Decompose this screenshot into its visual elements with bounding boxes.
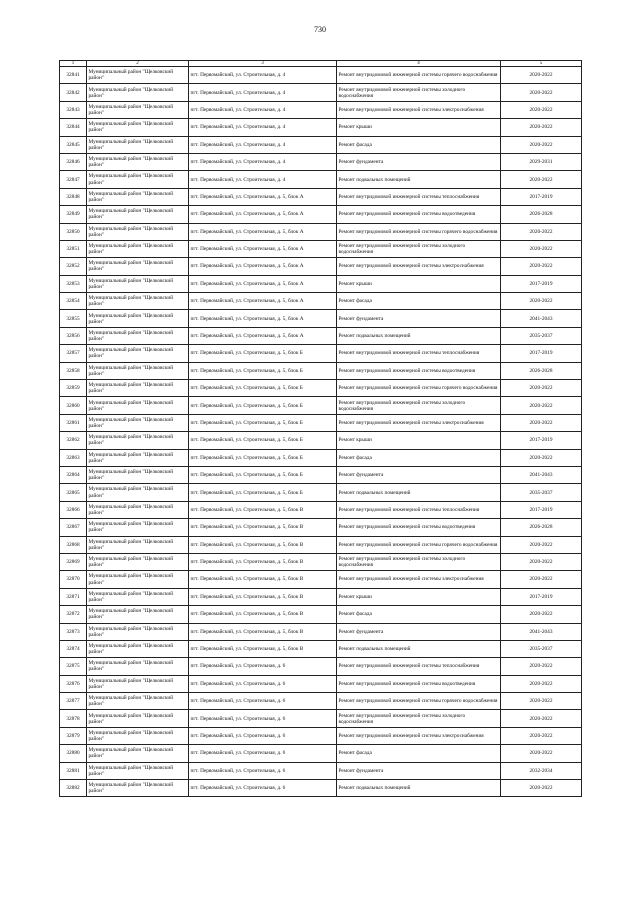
address-cell: пгт. Первомайский, ул. Строительная, д. 5, блок А [189, 258, 337, 275]
period-cell: 2032-2034 [501, 762, 582, 779]
repair-schedule-table [59, 60, 582, 797]
address-cell: пгт. Первомайский, ул. Строительная, д. 4 [189, 119, 337, 136]
page-number: 730 [314, 25, 326, 34]
address-cell: пгт. Первомайский, ул. Строительная, д. 6 [189, 693, 337, 710]
period-cell: 2020-2022 [501, 136, 582, 153]
table-row [60, 223, 582, 240]
row-number-cell: 32879 [60, 727, 87, 744]
row-number-cell: 32850 [60, 223, 87, 240]
row-number-cell: 32865 [60, 484, 87, 501]
table-row [60, 675, 582, 692]
work-type-cell: Ремонт внутридомовой инженерной системы водоотведения [337, 675, 501, 692]
address-cell: пгт. Первомайский, ул. Строительная, д. 6 [189, 780, 337, 797]
table-row [60, 293, 582, 310]
address-cell: пгт. Первомайский, ул. Строительная, д. 5, блок В [189, 553, 337, 570]
table-row [60, 380, 582, 397]
municipality-cell: Муниципальный район "Щелковский район" [87, 275, 189, 292]
table-row [60, 745, 582, 762]
municipality-cell: Муниципальный район "Щелковский район" [87, 240, 189, 257]
period-cell: 2020-2022 [501, 693, 582, 710]
table-row [60, 780, 582, 797]
table-row [60, 240, 582, 257]
municipality-cell: Муниципальный район "Щелковский район" [87, 536, 189, 553]
work-type-cell: Ремонт крыши [337, 275, 501, 292]
work-type-cell: Ремонт подвальных помещений [337, 640, 501, 657]
period-cell: 2029-2031 [501, 153, 582, 170]
work-type-cell: Ремонт внутридомовой инженерной системы теплоснабжения [337, 345, 501, 362]
address-cell: пгт. Первомайский, ул. Строительная, д. 5, блок А [189, 223, 337, 240]
table-row [60, 693, 582, 710]
period-cell: 2020-2022 [501, 553, 582, 570]
period-cell: 2041-2043 [501, 466, 582, 483]
row-number-cell: 32856 [60, 327, 87, 344]
work-type-cell: Ремонт внутридомовой инженерной системы водоотведения [337, 206, 501, 223]
municipality-cell: Муниципальный район "Щелковский район" [87, 780, 189, 797]
row-number-cell: 32848 [60, 188, 87, 205]
municipality-cell: Муниципальный район "Щелковский район" [87, 466, 189, 483]
table-row [60, 345, 582, 362]
municipality-cell: Муниципальный район "Щелковский район" [87, 762, 189, 779]
municipality-cell: Муниципальный район "Щелковский район" [87, 432, 189, 449]
municipality-cell: Муниципальный район "Щелковский район" [87, 397, 189, 414]
table-row [60, 101, 582, 118]
address-cell: пгт. Первомайский, ул. Строительная, д. 6 [189, 727, 337, 744]
row-number-cell: 32845 [60, 136, 87, 153]
municipality-cell: Муниципальный район "Щелковский район" [87, 414, 189, 431]
address-cell: пгт. Первомайский, ул. Строительная, д. 4 [189, 101, 337, 118]
period-cell: 2035-2037 [501, 327, 582, 344]
row-number-cell: 32844 [60, 119, 87, 136]
work-type-cell: Ремонт внутридомовой инженерной системы холодного водоснабжения [337, 240, 501, 257]
row-number-cell: 32857 [60, 345, 87, 362]
period-cell: 2020-2022 [501, 710, 582, 727]
table-row [60, 571, 582, 588]
address-cell: пгт. Первомайский, ул. Строительная, д. 5, блок В [189, 571, 337, 588]
address-cell: пгт. Первомайский, ул. Строительная, д. 5, блок В [189, 536, 337, 553]
address-cell: пгт. Первомайский, ул. Строительная, д. 6 [189, 745, 337, 762]
period-cell: 2017-2019 [501, 345, 582, 362]
table-row [60, 762, 582, 779]
period-cell: 2020-2022 [501, 606, 582, 623]
work-type-cell: Ремонт крыши [337, 119, 501, 136]
table-row [60, 397, 582, 414]
work-type-cell: Ремонт подвальных помещений [337, 780, 501, 797]
work-type-cell: Ремонт фасада [337, 136, 501, 153]
address-cell: пгт. Первомайский, ул. Строительная, д. 5, блок Б [189, 432, 337, 449]
table-row [60, 414, 582, 431]
work-type-cell: Ремонт внутридомовой инженерной системы электроснабжения [337, 571, 501, 588]
work-type-cell: Ремонт внутридомовой инженерной системы электроснабжения [337, 727, 501, 744]
work-type-cell: Ремонт внутридомовой инженерной системы холодного водоснабжения [337, 84, 501, 101]
period-cell: 2020-2022 [501, 727, 582, 744]
work-type-cell: Ремонт фасада [337, 449, 501, 466]
row-number-cell: 32859 [60, 380, 87, 397]
table-row [60, 275, 582, 292]
work-type-cell: Ремонт крыши [337, 432, 501, 449]
period-cell: 2020-2022 [501, 258, 582, 275]
address-cell: пгт. Первомайский, ул. Строительная, д. 6 [189, 675, 337, 692]
row-number-cell: 32852 [60, 258, 87, 275]
municipality-cell: Муниципальный район "Щелковский район" [87, 310, 189, 327]
period-cell: 2020-2022 [501, 397, 582, 414]
address-cell: пгт. Первомайский, ул. Строительная, д. 5, блок А [189, 275, 337, 292]
row-number-cell: 32858 [60, 362, 87, 379]
period-cell: 2020-2022 [501, 675, 582, 692]
period-cell: 2020-2022 [501, 171, 582, 188]
address-cell: пгт. Первомайский, ул. Строительная, д. 5, блок А [189, 327, 337, 344]
table-row [60, 310, 582, 327]
municipality-cell: Муниципальный район "Щелковский район" [87, 588, 189, 605]
period-cell: 2020-2022 [501, 745, 582, 762]
row-number-cell: 32872 [60, 606, 87, 623]
address-cell: пгт. Первомайский, ул. Строительная, д. 5, блок Б [189, 345, 337, 362]
work-type-cell: Ремонт внутридомовой инженерной системы холодного водоснабжения [337, 710, 501, 727]
work-type-cell: Ремонт внутридомовой инженерной системы горячего водоснабжения [337, 536, 501, 553]
row-number-cell: 32882 [60, 780, 87, 797]
row-number-cell: 32862 [60, 432, 87, 449]
municipality-cell: Муниципальный район "Щелковский район" [87, 658, 189, 675]
work-type-cell: Ремонт крыши [337, 588, 501, 605]
period-cell: 2020-2022 [501, 101, 582, 118]
row-number-cell: 32853 [60, 275, 87, 292]
address-cell: пгт. Первомайский, ул. Строительная, д. 4 [189, 136, 337, 153]
period-cell: 2041-2043 [501, 623, 582, 640]
period-cell: 2017-2019 [501, 501, 582, 518]
municipality-cell: Муниципальный район "Щелковский район" [87, 484, 189, 501]
work-type-cell: Ремонт внутридомовой инженерной системы холодного водоснабжения [337, 397, 501, 414]
table-row [60, 519, 582, 536]
work-type-cell: Ремонт внутридомовой инженерной системы горячего водоснабжения [337, 693, 501, 710]
municipality-cell: Муниципальный район "Щелковский район" [87, 519, 189, 536]
municipality-cell: Муниципальный район "Щелковский район" [87, 571, 189, 588]
municipality-cell: Муниципальный район "Щелковский район" [87, 675, 189, 692]
row-number-cell: 32868 [60, 536, 87, 553]
work-type-cell: Ремонт фундамента [337, 153, 501, 170]
table-body [60, 67, 582, 797]
municipality-cell: Муниципальный район "Щелковский район" [87, 727, 189, 744]
period-cell: 2020-2022 [501, 119, 582, 136]
table-row [60, 727, 582, 744]
work-type-cell: Ремонт фасада [337, 606, 501, 623]
row-number-cell: 32847 [60, 171, 87, 188]
municipality-cell: Муниципальный район "Щелковский район" [87, 293, 189, 310]
address-cell: пгт. Первомайский, ул. Строительная, д. 5, блок Б [189, 380, 337, 397]
column-header: 5 [501, 61, 582, 67]
row-number-cell: 32863 [60, 449, 87, 466]
municipality-cell: Муниципальный район "Щелковский район" [87, 693, 189, 710]
address-cell: пгт. Первомайский, ул. Строительная, д. 4 [189, 171, 337, 188]
row-number-cell: 32860 [60, 397, 87, 414]
period-cell: 2017-2019 [501, 588, 582, 605]
work-type-cell: Ремонт внутридомовой инженерной системы водоотведения [337, 362, 501, 379]
work-type-cell: Ремонт фасада [337, 745, 501, 762]
period-cell: 2020-2022 [501, 780, 582, 797]
column-header: 4 [337, 61, 501, 67]
address-cell: пгт. Первомайский, ул. Строительная, д. 5, блок В [189, 623, 337, 640]
address-cell: пгт. Первомайский, ул. Строительная, д. 4 [189, 84, 337, 101]
row-number-cell: 32851 [60, 240, 87, 257]
table-row [60, 466, 582, 483]
table-row [60, 484, 582, 501]
work-type-cell: Ремонт внутридомовой инженерной системы холодного водоснабжения [337, 553, 501, 570]
address-cell: пгт. Первомайский, ул. Строительная, д. 4 [189, 67, 337, 84]
row-number-cell: 32843 [60, 101, 87, 118]
table-row [60, 432, 582, 449]
work-type-cell: Ремонт внутридомовой инженерной системы теплоснабжения [337, 658, 501, 675]
municipality-cell: Муниципальный район "Щелковский район" [87, 258, 189, 275]
address-cell: пгт. Первомайский, ул. Строительная, д. 5, блок А [189, 206, 337, 223]
address-cell: пгт. Первомайский, ул. Строительная, д. 5, блок В [189, 501, 337, 518]
row-number-cell: 32870 [60, 571, 87, 588]
row-number-cell: 32849 [60, 206, 87, 223]
row-number-cell: 32842 [60, 84, 87, 101]
table-row [60, 553, 582, 570]
period-cell: 2020-2022 [501, 240, 582, 257]
table-row [60, 710, 582, 727]
table-row [60, 588, 582, 605]
work-type-cell: Ремонт подвальных помещений [337, 171, 501, 188]
address-cell: пгт. Первомайский, ул. Строительная, д. 6 [189, 658, 337, 675]
municipality-cell: Муниципальный район "Щелковский район" [87, 449, 189, 466]
work-type-cell: Ремонт внутридомовой инженерной системы горячего водоснабжения [337, 380, 501, 397]
municipality-cell: Муниципальный район "Щелковский район" [87, 206, 189, 223]
table-row [60, 258, 582, 275]
municipality-cell: Муниципальный район "Щелковский район" [87, 553, 189, 570]
row-number-cell: 32846 [60, 153, 87, 170]
column-header: 1 [60, 61, 87, 67]
row-number-cell: 32841 [60, 67, 87, 84]
municipality-cell: Муниципальный район "Щелковский район" [87, 119, 189, 136]
work-type-cell: Ремонт фундамента [337, 623, 501, 640]
table-row [60, 67, 582, 84]
work-type-cell: Ремонт фундамента [337, 310, 501, 327]
work-type-cell: Ремонт внутридомовой инженерной системы электроснабжения [337, 414, 501, 431]
period-cell: 2020-2022 [501, 571, 582, 588]
period-cell: 2020-2022 [501, 223, 582, 240]
address-cell: пгт. Первомайский, ул. Строительная, д. 5, блок В [189, 519, 337, 536]
work-type-cell: Ремонт фасада [337, 293, 501, 310]
row-number-cell: 32876 [60, 675, 87, 692]
period-cell: 2026-2028 [501, 206, 582, 223]
work-type-cell: Ремонт подвальных помещений [337, 327, 501, 344]
period-cell: 2020-2022 [501, 293, 582, 310]
period-cell: 2017-2019 [501, 432, 582, 449]
table-row [60, 658, 582, 675]
table-row [60, 188, 582, 205]
table-row [60, 84, 582, 101]
table-row [60, 171, 582, 188]
table-row [60, 206, 582, 223]
work-type-cell: Ремонт фундамента [337, 466, 501, 483]
address-cell: пгт. Первомайский, ул. Строительная, д. 5, блок Б [189, 414, 337, 431]
table-row [60, 136, 582, 153]
work-type-cell: Ремонт фундамента [337, 762, 501, 779]
row-number-cell: 32878 [60, 710, 87, 727]
period-cell: 2020-2022 [501, 658, 582, 675]
work-type-cell: Ремонт внутридомовой инженерной системы горячего водоснабжения [337, 67, 501, 84]
municipality-cell: Муниципальный район "Щелковский район" [87, 380, 189, 397]
municipality-cell: Муниципальный район "Щелковский район" [87, 623, 189, 640]
column-header: 3 [189, 61, 337, 67]
address-cell: пгт. Первомайский, ул. Строительная, д. 4 [189, 153, 337, 170]
table-row [60, 449, 582, 466]
municipality-cell: Муниципальный район "Щелковский район" [87, 345, 189, 362]
table-row [60, 536, 582, 553]
row-number-cell: 32867 [60, 519, 87, 536]
table-row [60, 640, 582, 657]
address-cell: пгт. Первомайский, ул. Строительная, д. 5, блок Б [189, 484, 337, 501]
column-header: 2 [87, 61, 189, 67]
address-cell: пгт. Первомайский, ул. Строительная, д. 5, блок Б [189, 362, 337, 379]
table-row [60, 623, 582, 640]
address-cell: пгт. Первомайский, ул. Строительная, д. 5, блок Б [189, 466, 337, 483]
period-cell: 2041-2043 [501, 310, 582, 327]
municipality-cell: Муниципальный район "Щелковский район" [87, 171, 189, 188]
municipality-cell: Муниципальный район "Щелковский район" [87, 362, 189, 379]
table-row [60, 327, 582, 344]
address-cell: пгт. Первомайский, ул. Строительная, д. 5, блок Б [189, 449, 337, 466]
period-cell: 2020-2022 [501, 67, 582, 84]
table-row [60, 501, 582, 518]
municipality-cell: Муниципальный район "Щелковский район" [87, 606, 189, 623]
municipality-cell: Муниципальный район "Щелковский район" [87, 153, 189, 170]
row-number-cell: 32881 [60, 762, 87, 779]
work-type-cell: Ремонт внутридомовой инженерной системы электроснабжения [337, 258, 501, 275]
table-row [60, 119, 582, 136]
municipality-cell: Муниципальный район "Щелковский район" [87, 136, 189, 153]
municipality-cell: Муниципальный район "Щелковский район" [87, 640, 189, 657]
period-cell: 2035-2037 [501, 484, 582, 501]
work-type-cell: Ремонт внутридомовой инженерной системы теплоснабжения [337, 188, 501, 205]
period-cell: 2017-2019 [501, 275, 582, 292]
work-type-cell: Ремонт внутридомовой инженерной системы горячего водоснабжения [337, 223, 501, 240]
row-number-cell: 32877 [60, 693, 87, 710]
table-row [60, 153, 582, 170]
period-cell: 2020-2022 [501, 380, 582, 397]
municipality-cell: Муниципальный район "Щелковский район" [87, 188, 189, 205]
address-cell: пгт. Первомайский, ул. Строительная, д. 5, блок А [189, 240, 337, 257]
row-number-cell: 32861 [60, 414, 87, 431]
row-number-cell: 32875 [60, 658, 87, 675]
row-number-cell: 32854 [60, 293, 87, 310]
work-type-cell: Ремонт внутридомовой инженерной системы водоотведения [337, 519, 501, 536]
table-row [60, 606, 582, 623]
municipality-cell: Муниципальный район "Щелковский район" [87, 84, 189, 101]
row-number-cell: 32866 [60, 501, 87, 518]
period-cell: 2026-2028 [501, 519, 582, 536]
period-cell: 2020-2022 [501, 449, 582, 466]
table-row [60, 362, 582, 379]
row-number-cell: 32869 [60, 553, 87, 570]
municipality-cell: Муниципальный район "Щелковский район" [87, 745, 189, 762]
row-number-cell: 32855 [60, 310, 87, 327]
address-cell: пгт. Первомайский, ул. Строительная, д. 5, блок А [189, 188, 337, 205]
municipality-cell: Муниципальный район "Щелковский район" [87, 501, 189, 518]
row-number-cell: 32871 [60, 588, 87, 605]
row-number-cell: 32880 [60, 745, 87, 762]
municipality-cell: Муниципальный район "Щелковский район" [87, 101, 189, 118]
work-type-cell: Ремонт внутридомовой инженерной системы электроснабжения [337, 101, 501, 118]
row-number-cell: 32874 [60, 640, 87, 657]
municipality-cell: Муниципальный район "Щелковский район" [87, 710, 189, 727]
work-type-cell: Ремонт внутридомовой инженерной системы теплоснабжения [337, 501, 501, 518]
address-cell: пгт. Первомайский, ул. Строительная, д. 5, блок А [189, 310, 337, 327]
period-cell: 2020-2022 [501, 536, 582, 553]
row-number-cell: 32873 [60, 623, 87, 640]
period-cell: 2026-2028 [501, 362, 582, 379]
period-cell: 2020-2022 [501, 414, 582, 431]
address-cell: пгт. Первомайский, ул. Строительная, д. 5, блок А [189, 293, 337, 310]
municipality-cell: Муниципальный район "Щелковский район" [87, 67, 189, 84]
row-number-cell: 32864 [60, 466, 87, 483]
municipality-cell: Муниципальный район "Щелковский район" [87, 327, 189, 344]
address-cell: пгт. Первомайский, ул. Строительная, д. 5, блок В [189, 588, 337, 605]
municipality-cell: Муниципальный район "Щелковский район" [87, 223, 189, 240]
address-cell: пгт. Первомайский, ул. Строительная, д. 5, блок В [189, 640, 337, 657]
address-cell: пгт. Первомайский, ул. Строительная, д. 6 [189, 762, 337, 779]
work-type-cell: Ремонт подвальных помещений [337, 484, 501, 501]
period-cell: 2020-2022 [501, 84, 582, 101]
address-cell: пгт. Первомайский, ул. Строительная, д. 5, блок В [189, 606, 337, 623]
address-cell: пгт. Первомайский, ул. Строительная, д. 6 [189, 710, 337, 727]
period-cell: 2017-2019 [501, 188, 582, 205]
period-cell: 2035-2037 [501, 640, 582, 657]
address-cell: пгт. Первомайский, ул. Строительная, д. 5, блок Б [189, 397, 337, 414]
